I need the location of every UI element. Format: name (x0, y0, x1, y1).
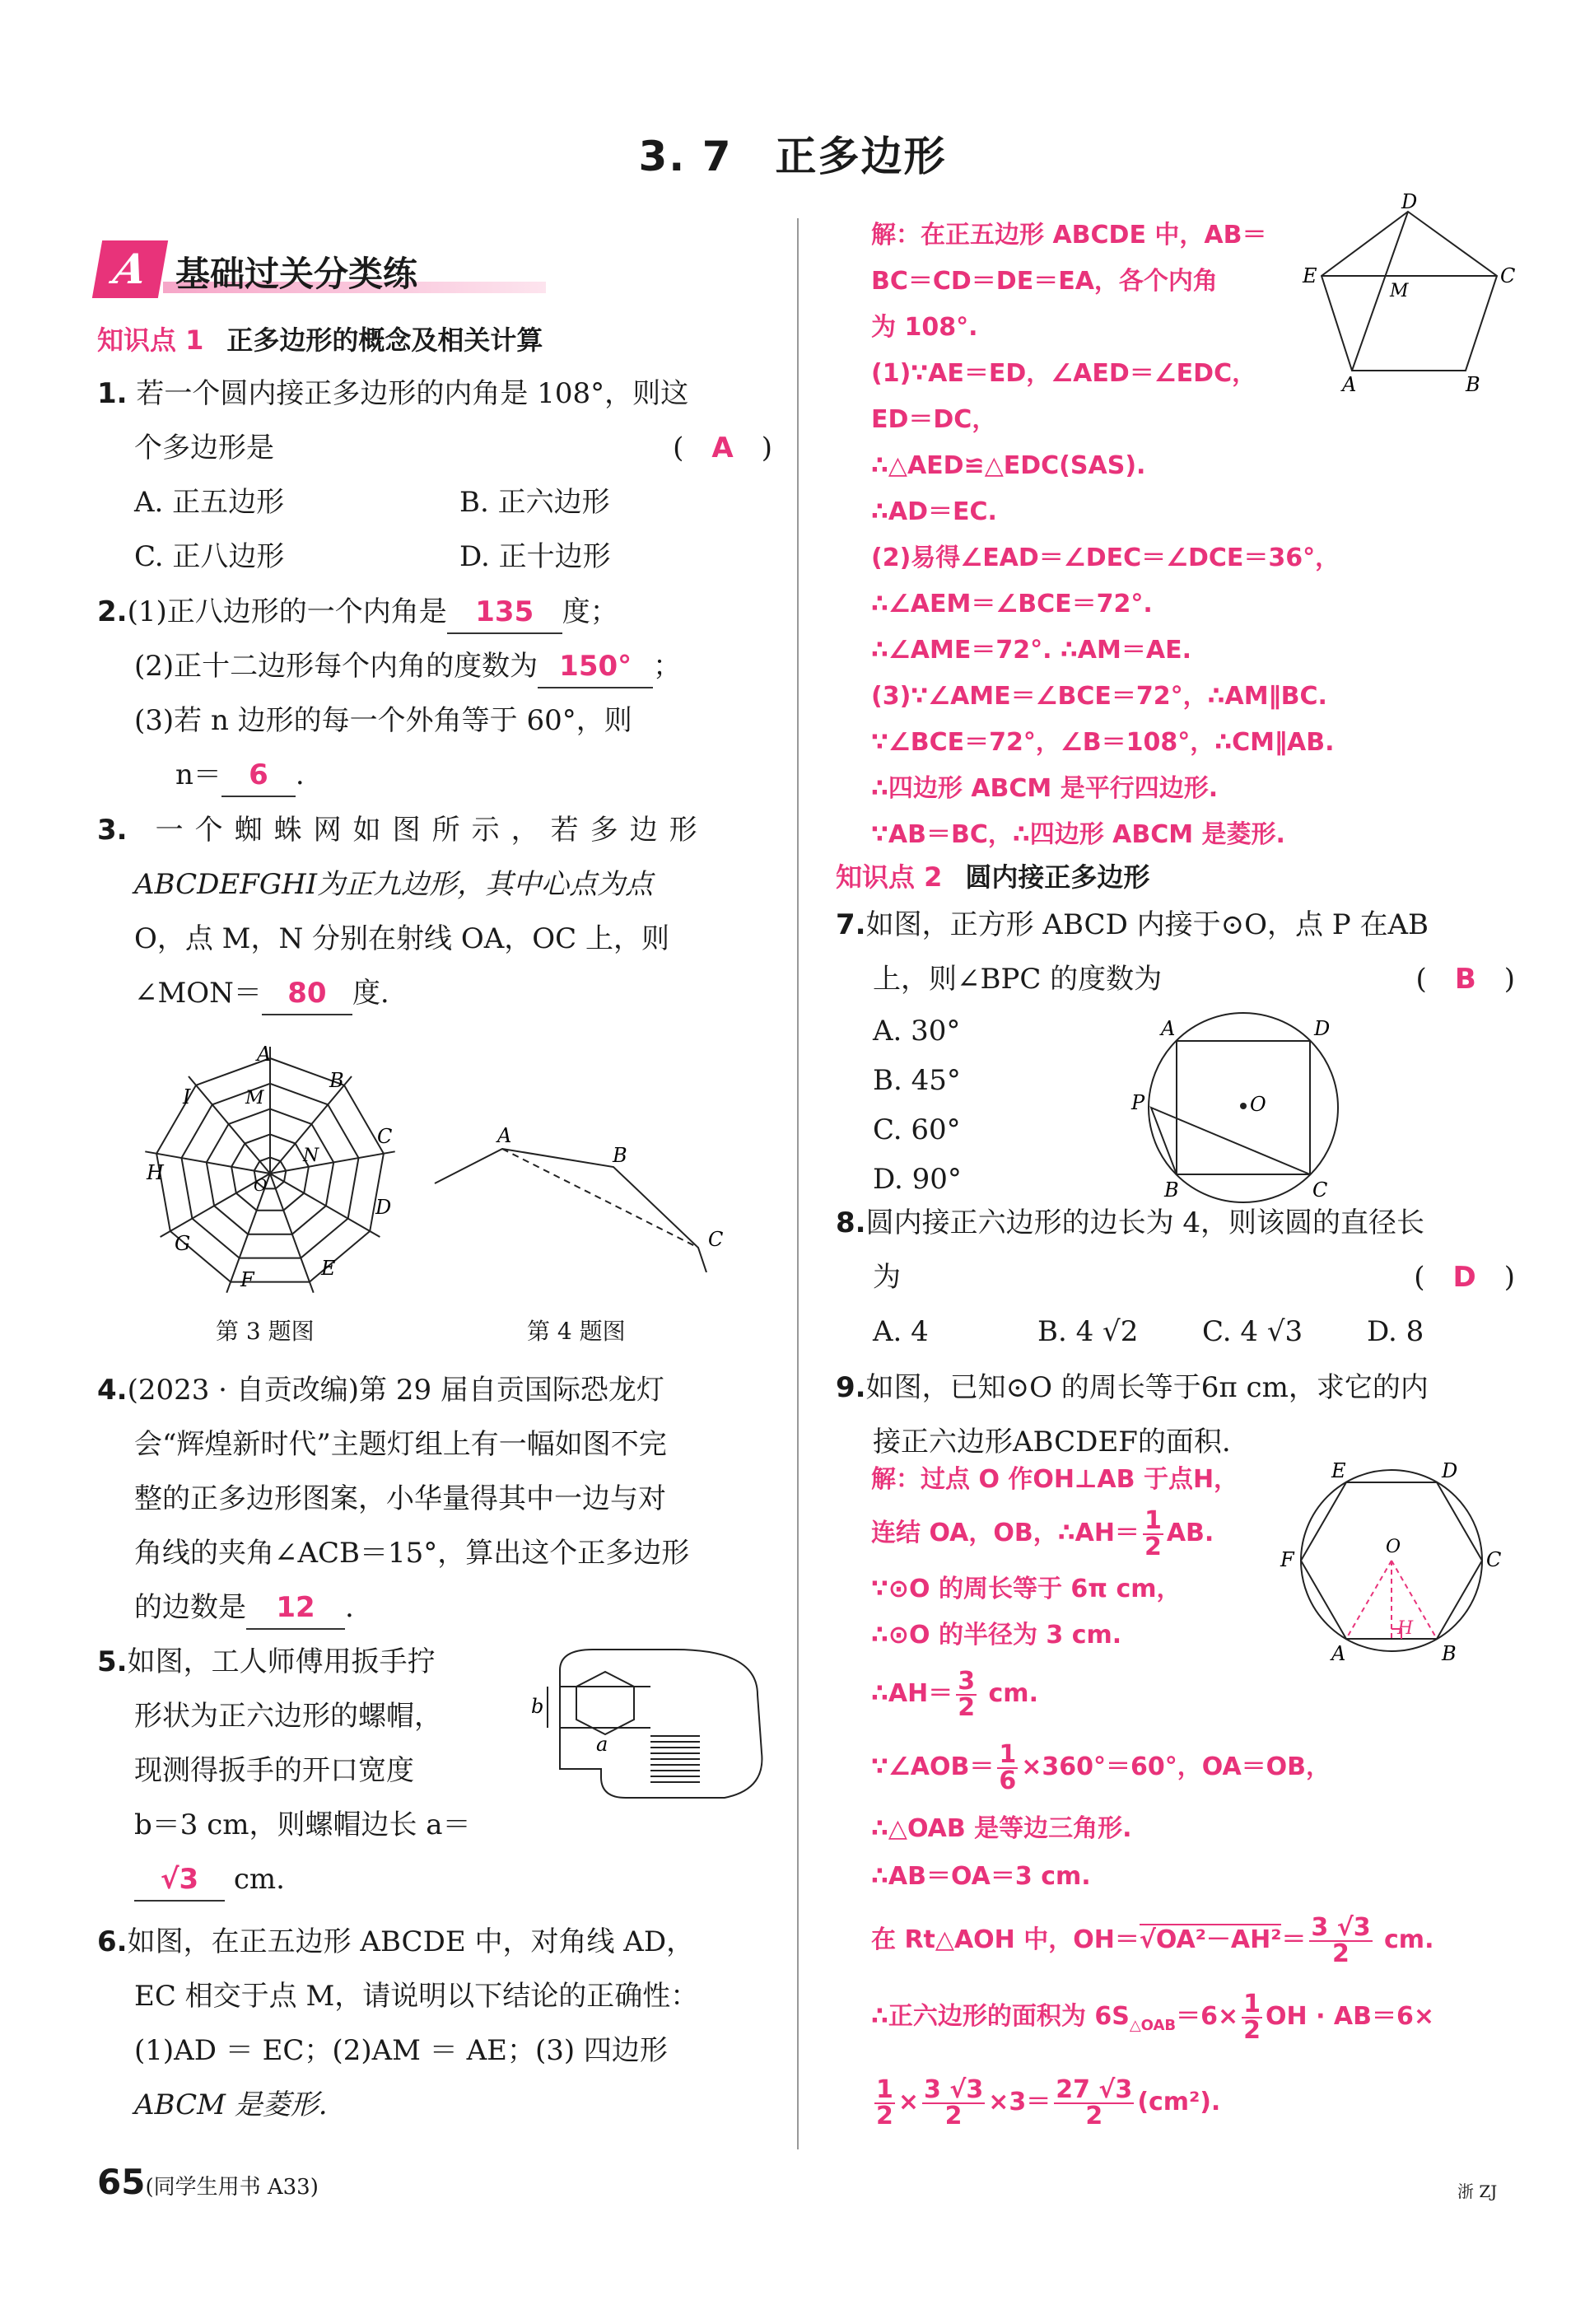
sol9-eq: ＝ (1281, 1925, 1307, 1954)
fig7-label-b: B (1164, 1178, 1179, 1202)
q5-number: 5. (97, 1645, 128, 1678)
sol9-line10-mid: ＝6× (1176, 2002, 1239, 2031)
sol6-line: ∴∠AEM＝∠BCE＝72°. (871, 590, 1153, 618)
sol9-line9-suffix: cm. (1375, 1925, 1434, 1954)
q8-option-d: D. 8 (1367, 1315, 1424, 1348)
fig6-label-c: C (1500, 264, 1516, 287)
figure-4-partial-polygon (428, 1124, 741, 1272)
fig6-label-b: B (1466, 373, 1480, 391)
q8-answer-box: ( D ) (1414, 1261, 1515, 1294)
fig3-label-b: B (329, 1069, 344, 1092)
sol9-frac-b: $\frac{3 √3}{2}$ (924, 2074, 984, 2130)
q5-unit: cm. (233, 1863, 285, 1896)
fig6-label-m: M (1390, 281, 1409, 301)
section-banner (97, 240, 546, 298)
q3-line4: ∠MON＝ (134, 977, 262, 1010)
q8-option-b: B. 4 √2 (1037, 1315, 1139, 1348)
fig9-label-a: A (1331, 1642, 1346, 1665)
question-3 (97, 803, 772, 1020)
fig7-label-o: O (1250, 1093, 1266, 1116)
figure-7-circle-square (1128, 1009, 1350, 1211)
q9-line2: 接正六边形ABCDEF的面积. (873, 1426, 1231, 1458)
q4-line4: 角线的夹角∠ACB＝15°，算出这个正多边形 (134, 1537, 690, 1570)
q5-answer: √3 (134, 1859, 225, 1902)
sol9-line5-suffix: cm. (980, 1679, 1038, 1708)
sol9-line9: 在 Rt△AOH 中，OH＝ (871, 1925, 1140, 1954)
web-spoke (270, 1174, 380, 1237)
footer-region: 浙 ZJ (1457, 2182, 1498, 2201)
fig3-label-a: A (257, 1043, 272, 1066)
q7-line2: 上，则∠BPC 的度数为 (873, 963, 1163, 996)
q1-option-c: C. 正八边形 (134, 540, 285, 573)
fig7-label-d: D (1314, 1017, 1331, 1040)
sol6-line: ∴四边形 ABCM 是平行四边形. (871, 774, 1219, 803)
knowledge-point-1 (97, 320, 543, 357)
page-number: 65 (97, 2162, 146, 2202)
q8-option-a: A. 4 (873, 1315, 929, 1348)
q1-number: 1. (97, 377, 128, 410)
kp1-label: 正多边形的概念及相关计算 (226, 324, 543, 356)
q2-part3-suffix: . (295, 758, 305, 791)
q1-answer-box: ( A ) (673, 432, 772, 464)
fig3-label-f: F (240, 1268, 254, 1291)
sol6-line: BC＝CD＝DE＝EA，各个内角 (871, 267, 1218, 296)
sol6-line: ∴△AED≌△EDC(SAS). (871, 451, 1146, 480)
q2-part1-suffix: 度； (562, 595, 618, 628)
fig7-label-a: A (1161, 1017, 1176, 1040)
section-label: 基础过关分类练 (175, 254, 418, 294)
question-4 (97, 1363, 772, 1635)
q3-number: 3. (97, 814, 128, 847)
q2-part2-suffix: ； (653, 650, 682, 683)
q4-line1: (2023 · 自贡改编)第 29 届自贡国际恐龙灯 (127, 1374, 664, 1407)
q1-answer: A (711, 432, 734, 464)
sol6-line: ∴∠AME＝72°. ∴AM＝AE. (871, 636, 1191, 665)
sol9-line4: ∴⊙O 的半径为 3 cm. (871, 1621, 1122, 1650)
q1-option-d: D. 正十边形 (459, 540, 611, 573)
fig6-label-a: A (1342, 373, 1357, 391)
sol9-line10: ∴正六边形的面积为 6S (871, 2002, 1130, 2031)
kp2-tag: 知识点 2 (836, 861, 943, 893)
sol9-line5: ∴AH＝ (871, 1679, 953, 1708)
q8-option-c: C. 4 √3 (1202, 1315, 1303, 1348)
fig6-label-e: E (1303, 264, 1317, 287)
fig9-label-o: O (1386, 1537, 1401, 1557)
sol6-line: ∴AD＝EC. (871, 497, 997, 526)
q8-answer: D (1452, 1261, 1476, 1294)
fig4-label-c: C (708, 1228, 724, 1251)
q6-line3: (1)AD ＝ EC；(2)AM ＝ AE；(3) 四边形 (134, 2034, 668, 2067)
fig5-label-a: a (596, 1733, 608, 1756)
fig3-label-m: M (245, 1088, 264, 1108)
q7-option-b: B. 45° (873, 1064, 961, 1097)
fig7-label-c: C (1312, 1178, 1328, 1202)
q4-number: 4. (97, 1374, 128, 1407)
fig4-label-b: B (613, 1144, 627, 1167)
sol9-line7: ∴△OAB 是等边三角形. (871, 1814, 1132, 1843)
sol9-sub: △OAB (1129, 2017, 1177, 2034)
fig4-label-a: A (497, 1124, 512, 1147)
q3-answer: 80 (262, 973, 352, 1015)
question-9 (836, 1360, 1515, 1469)
sol6-line: ∵AB＝BC，∴四边形 ABCM 是菱形. (871, 820, 1285, 849)
question-5 (97, 1635, 558, 1906)
sol9-line3: ∵⊙O 的周长等于 6π cm， (871, 1575, 1182, 1603)
figure-5-wrench (527, 1645, 774, 1818)
q4-line5: 的边数是 (134, 1591, 246, 1624)
sol6-line: (3)∵∠AME＝∠BCE＝72°，∴AM∥BC. (871, 682, 1327, 711)
column-divider (797, 218, 799, 2149)
q2-number: 2. (97, 595, 128, 628)
q2-part3-answer: 6 (221, 754, 296, 797)
fig9-label-h: H (1397, 1618, 1414, 1639)
q3-line4-suffix: 度. (352, 977, 389, 1010)
q8-line2: 为 (873, 1261, 901, 1294)
section-badge: A (92, 240, 168, 298)
fig3-label-o: O (254, 1175, 268, 1195)
fig3-label-h: H (147, 1161, 164, 1184)
q1-option-b: B. 正六边形 (459, 486, 610, 519)
q2-part2-answer: 150° (538, 646, 653, 688)
fig9-label-c: C (1486, 1548, 1502, 1571)
fig3-label-n: N (303, 1146, 319, 1166)
q4-line2: 会“辉煌新时代”主题灯组上有一幅如图不完 (134, 1428, 667, 1461)
fig3-label-e: E (321, 1257, 336, 1280)
q4-line3: 整的正多边形图案，小华量得其中一边与对 (134, 1482, 666, 1515)
q2-part3: (3)若 n 边形的每一个外角等于 60°，则 (134, 704, 632, 737)
sol6-line: 解：在正五边形 ABCDE 中，AB＝ (871, 221, 1267, 250)
sol9-frac-1-2b: $\frac{1}{2}$ (1243, 1989, 1261, 2045)
q1-option-a: A. 正五边形 (134, 486, 285, 519)
q4-answer: 12 (246, 1587, 345, 1630)
question-6 (97, 1915, 772, 2132)
sol9-line2-suffix: AB. (1166, 1519, 1214, 1547)
question-1 (97, 366, 772, 584)
fig3-label-c: C (377, 1125, 393, 1148)
sol9-frac-1-6: $\frac{1}{6}$ (999, 1739, 1017, 1795)
figure-3-spider-web (132, 1038, 412, 1301)
figure-4-caption: 第 4 题图 (527, 1318, 626, 1345)
q8-line1: 圆内接正六边形的边长为 4，则该圆的直径长 (865, 1206, 1425, 1239)
sol9-frac-1-2: $\frac{1}{2}$ (1144, 1505, 1162, 1561)
q7-answer-box: ( B ) (1415, 963, 1515, 996)
sol6-line: (2)易得∠EAD＝∠DEC＝∠DCE＝36°， (871, 544, 1340, 572)
q7-number: 7. (836, 908, 866, 941)
q4-line5-suffix: . (345, 1591, 354, 1624)
fig5-label-b: b (531, 1695, 544, 1718)
sol9-times-2: ×3＝ (988, 2088, 1051, 2116)
sol9-frac-3sqrt3-2: $\frac{3 √3}{2}$ (1311, 1912, 1371, 1968)
fig9-label-e: E (1331, 1459, 1346, 1482)
sol6-line: ∵∠BCE＝72°，∠B＝108°，∴CM∥AB. (871, 728, 1335, 757)
q3-line3: O，点 M，N 分别在射线 OA，OC 上，则 (134, 922, 669, 955)
sol9-unit: (cm²). (1137, 2088, 1221, 2116)
footer-book-ref: (同学生用书 A33) (145, 2175, 319, 2200)
sol9-line6-suffix: ×360°＝60°，OA＝OB， (1021, 1752, 1331, 1781)
q7-option-a: A. 30° (873, 1015, 961, 1048)
page-title: 3. 7 正多边形 (638, 133, 947, 180)
sol9-sqrt: √OA²－AH² (1139, 1925, 1282, 1954)
kp1-tag: 知识点 1 (97, 324, 204, 356)
web-spoke (270, 1174, 314, 1293)
q5-line4: b＝3 cm，则螺帽边长 a＝ (134, 1808, 471, 1841)
sol9-line6: ∵∠AOB＝ (871, 1752, 995, 1781)
fig7-label-p: P (1131, 1091, 1145, 1114)
kp2-label: 圆内接正多边形 (965, 861, 1150, 893)
q3-line2: ABCDEFGHI为正九边形，其中心点为点 (134, 868, 654, 901)
sol9-times-1: × (897, 2088, 920, 2116)
q7-line1: 如图，正方形 ABCD 内接于⊙O，点 P 在AB (865, 908, 1429, 941)
q1-text-line1: 若一个圆内接正多边形的内角是 108°，则这 (136, 377, 689, 410)
fig3-label-d: D (375, 1196, 392, 1219)
fig3-label-g: G (175, 1232, 191, 1255)
q6-number: 6. (97, 1925, 128, 1958)
q5-line1: 如图，工人师傅用扳手拧 (127, 1645, 436, 1678)
q2-part1: (1)正八边形的一个内角是 (127, 595, 447, 628)
q9-line1: 如图，已知⊙O 的周长等于6π cm，求它的内 (865, 1371, 1429, 1404)
question-2 (97, 585, 772, 802)
sol9-frac-a: $\frac{1}{2}$ (876, 2074, 893, 2130)
sol6-line: (1)∵AE＝ED，∠AED＝∠EDC， (871, 359, 1257, 388)
fig9-label-f: F (1280, 1548, 1294, 1571)
fig9-label-d: D (1442, 1459, 1458, 1482)
q9-number: 9. (836, 1371, 866, 1404)
q6-line1: 如图，在正五边形 ABCDE 中，对角线 AD， (127, 1925, 695, 1958)
q1-text-line2: 个多边形是 (134, 432, 274, 464)
sol9-frac-c: $\frac{27 √3}{2}$ (1056, 2074, 1133, 2130)
q8-number: 8. (836, 1206, 866, 1239)
figure-3-caption: 第 3 题图 (216, 1318, 315, 1345)
q6-line2: EC 相交于点 M，请说明以下结论的正确性： (134, 1980, 699, 2013)
q2-part2: (2)正十二边形每个内角的度数为 (134, 650, 538, 683)
sol9-line2: 连结 OA，OB，∴AH＝ (871, 1519, 1140, 1547)
sol6-line: 为 108°. (871, 313, 978, 342)
fig9-label-b: B (1442, 1642, 1457, 1665)
q5-line3: 现测得扳手的开口宽度 (134, 1754, 414, 1787)
fig3-label-i: I (183, 1085, 191, 1108)
footer-left (97, 2162, 319, 2202)
q7-option-c: C. 60° (873, 1113, 961, 1146)
q3-line1: 一个蜘蛛网如图所示，若多边形 (155, 814, 709, 847)
q2-part1-answer: 135 (447, 591, 562, 634)
sol9-line8: ∴AB＝OA＝3 cm. (871, 1862, 1091, 1891)
q6-line4: ABCM 是菱形. (134, 2088, 328, 2121)
q7-answer: B (1454, 963, 1476, 996)
sol9-frac-3-2: $\frac{3}{2}$ (958, 1666, 976, 1722)
sol6-line: ED＝DC， (871, 405, 997, 434)
sol9-line10-suffix: OH · AB＝6× (1266, 2002, 1435, 2031)
q2-part3-n: n＝ (175, 758, 221, 791)
q5-line2: 形状为正六边形的螺帽， (134, 1700, 442, 1733)
figure-6-pentagon (1301, 194, 1523, 391)
q7-option-d: D. 90° (873, 1163, 962, 1196)
knowledge-point-2 (836, 856, 1149, 894)
question-8 (836, 1196, 1515, 1359)
q9-solution (871, 1459, 1579, 2142)
fig6-label-d: D (1401, 194, 1418, 213)
sol9-line1: 解：过点 O 作OH⊥AB 于点H， (871, 1465, 1239, 1494)
